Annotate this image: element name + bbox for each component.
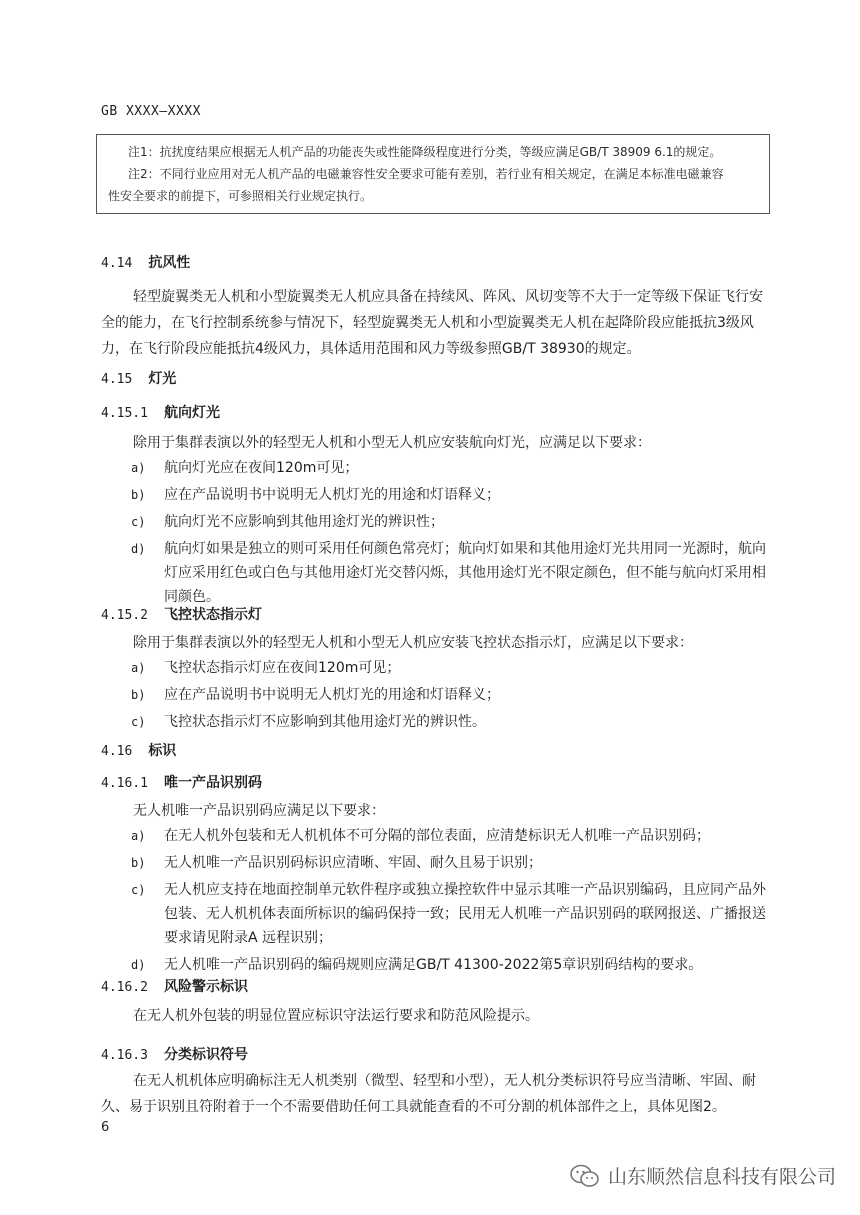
section-4-15-2-intro: 除用于集群表演以外的轻型无人机和小型无人机应安装飞控状态指示灯，应满足以下要求： <box>133 635 693 651</box>
list-marker: a) <box>131 829 146 843</box>
list-item <box>131 483 771 507</box>
list-item-text: 航向灯光应在夜间120m可见； <box>164 460 359 476</box>
note-1: 注1：抗扰度结果应根据无人机产品的功能丧失或性能降级程度进行分类，等级应满足GB/T 38909 6.1的规定。 <box>128 145 722 159</box>
section-4-14-heading <box>101 252 190 272</box>
list-marker: b) <box>131 488 146 502</box>
section-4-16-1-intro: 无人机唯一产品识别码应满足以下要求： <box>133 803 385 819</box>
list-item <box>131 683 771 707</box>
standard-code: GB XXXX—XXXX <box>101 104 201 119</box>
section-4-15-1-list <box>131 456 771 612</box>
list-item <box>131 456 771 480</box>
section-number: 4.16.2 <box>101 980 148 995</box>
list-item-text: 在无人机外包装和无人机机体不可分隔的部位表面，应清楚标识无人机唯一产品识别码； <box>164 828 710 844</box>
section-title: 标识 <box>148 743 177 759</box>
list-item-text: 无人机唯一产品识别码标识应清晰、牢固、耐久且易于识别； <box>164 855 542 871</box>
list-item <box>131 851 771 875</box>
section-4-16-1-list <box>131 824 771 980</box>
note-2: 注2：不同行业应用对无人机产品的电磁兼容性安全要求可能有差别，若行业有相关规定，在满足本标准电磁兼容 <box>128 167 724 181</box>
section-4-16-3-paragraph: 在无人机机体应明确标注无人机类别（微型、轻型和小型），无人机分类标识符号应当清晰、牢固、耐久、易于识别且符附着于一个不需要借助任何工具就能查看的不可分割的机体部件之上，具体见图2。 <box>101 1073 756 1115</box>
list-marker: d) <box>131 542 146 556</box>
list-item-text: 无人机唯一产品识别码的编码规则应满足GB/T 41300-2022第5章识别码结构的要求。 <box>164 957 703 973</box>
section-4-15-heading <box>101 368 176 388</box>
section-4-15-1-intro: 除用于集群表演以外的轻型无人机和小型无人机应安装航向灯光，应满足以下要求： <box>133 435 651 451</box>
list-marker: d) <box>131 958 146 972</box>
list-marker: a) <box>131 661 146 675</box>
section-number: 4.15.1 <box>101 406 148 421</box>
section-4-14-paragraph: 轻型旋翼类无人机和小型旋翼类无人机应具备在持续风、阵风、风切变等不大于一定等级下保证飞行安全的能力，在飞行控制系统参与情况下，轻型旋翼类无人机和小型旋翼类无人机在起降阶段应能抵抗3级风力，在飞行阶段应能抵抗4级风力，具体适用范围和风力等级参照GB/T 38930的规定。 <box>101 289 763 357</box>
list-marker: b) <box>131 856 146 870</box>
section-number: 4.16.1 <box>101 776 148 791</box>
section-number: 4.15 <box>101 372 133 387</box>
watermark-footer <box>570 1162 836 1189</box>
list-item-text: 应在产品说明书中说明无人机灯光的用途和灯语释义； <box>164 487 500 503</box>
section-4-16-1-heading <box>101 772 262 792</box>
list-item <box>131 510 771 534</box>
list-item <box>131 824 771 848</box>
section-number: 4.16.3 <box>101 1048 148 1063</box>
list-item-text: 飞控状态指示灯不应影响到其他用途灯光的辨识性。 <box>164 714 486 730</box>
section-4-16-heading <box>101 740 176 760</box>
section-4-15-1-heading <box>101 402 220 422</box>
section-4-16-3-heading <box>101 1044 248 1064</box>
section-4-15-2-list <box>131 656 771 737</box>
list-item <box>131 878 771 950</box>
section-title: 航向灯光 <box>163 405 220 421</box>
list-marker: b) <box>131 688 146 702</box>
list-item-text: 飞控状态指示灯应在夜间120m可见； <box>164 660 401 676</box>
list-item <box>131 537 771 609</box>
notes-box <box>96 134 770 214</box>
note-2-continued: 性安全要求的前提下，可参照相关行业规定执行。 <box>108 189 373 203</box>
company-name: 山东顺然信息科技有限公司 <box>607 1166 836 1188</box>
list-item-text: 航向灯如果是独立的则可采用任何颜色常亮灯；航向灯如果和其他用途灯光共用同一光源时，航向灯应采用红色或白色与其他用途灯光交替闪烁，其他用途灯光不限定颜色，但不能与航向灯采用相同颜色。 <box>164 541 766 605</box>
list-marker: c) <box>131 715 146 729</box>
section-number: 4.16 <box>101 744 133 759</box>
section-title: 飞控状态指示灯 <box>163 607 262 623</box>
section-title: 分类标识符号 <box>163 1047 248 1063</box>
section-number: 4.15.2 <box>101 608 148 623</box>
list-item-text: 航向灯光不应影响到其他用途灯光的辨识性； <box>164 514 444 530</box>
section-number: 4.14 <box>101 256 133 271</box>
section-title: 唯一产品识别码 <box>163 775 262 791</box>
list-marker: c) <box>131 515 146 529</box>
section-4-16-2-paragraph: 在无人机外包装的明显位置应标识守法运行要求和防范风险提示。 <box>133 1008 539 1024</box>
list-marker: c) <box>131 883 146 897</box>
section-4-15-2-heading <box>101 604 262 624</box>
wechat-icon <box>570 1164 600 1188</box>
section-4-16-2-heading <box>101 976 248 996</box>
list-item <box>131 710 771 734</box>
list-item <box>131 656 771 680</box>
section-title: 抗风性 <box>148 255 191 271</box>
list-item <box>131 953 771 977</box>
page-number: 6 <box>101 1120 110 1135</box>
section-title: 灯光 <box>148 371 177 387</box>
list-marker: a) <box>131 461 146 475</box>
list-item-text: 应在产品说明书中说明无人机灯光的用途和灯语释义； <box>164 687 500 703</box>
section-title: 风险警示标识 <box>163 979 248 995</box>
list-item-text: 无人机应支持在地面控制单元软件程序或独立操控软件中显示其唯一产品识别编码，且应同产品外包装、无人机机体表面所标识的编码保持一致；民用无人机唯一产品识别码的联网报送、广播报送要求请见附录A 远程识别； <box>164 882 766 946</box>
